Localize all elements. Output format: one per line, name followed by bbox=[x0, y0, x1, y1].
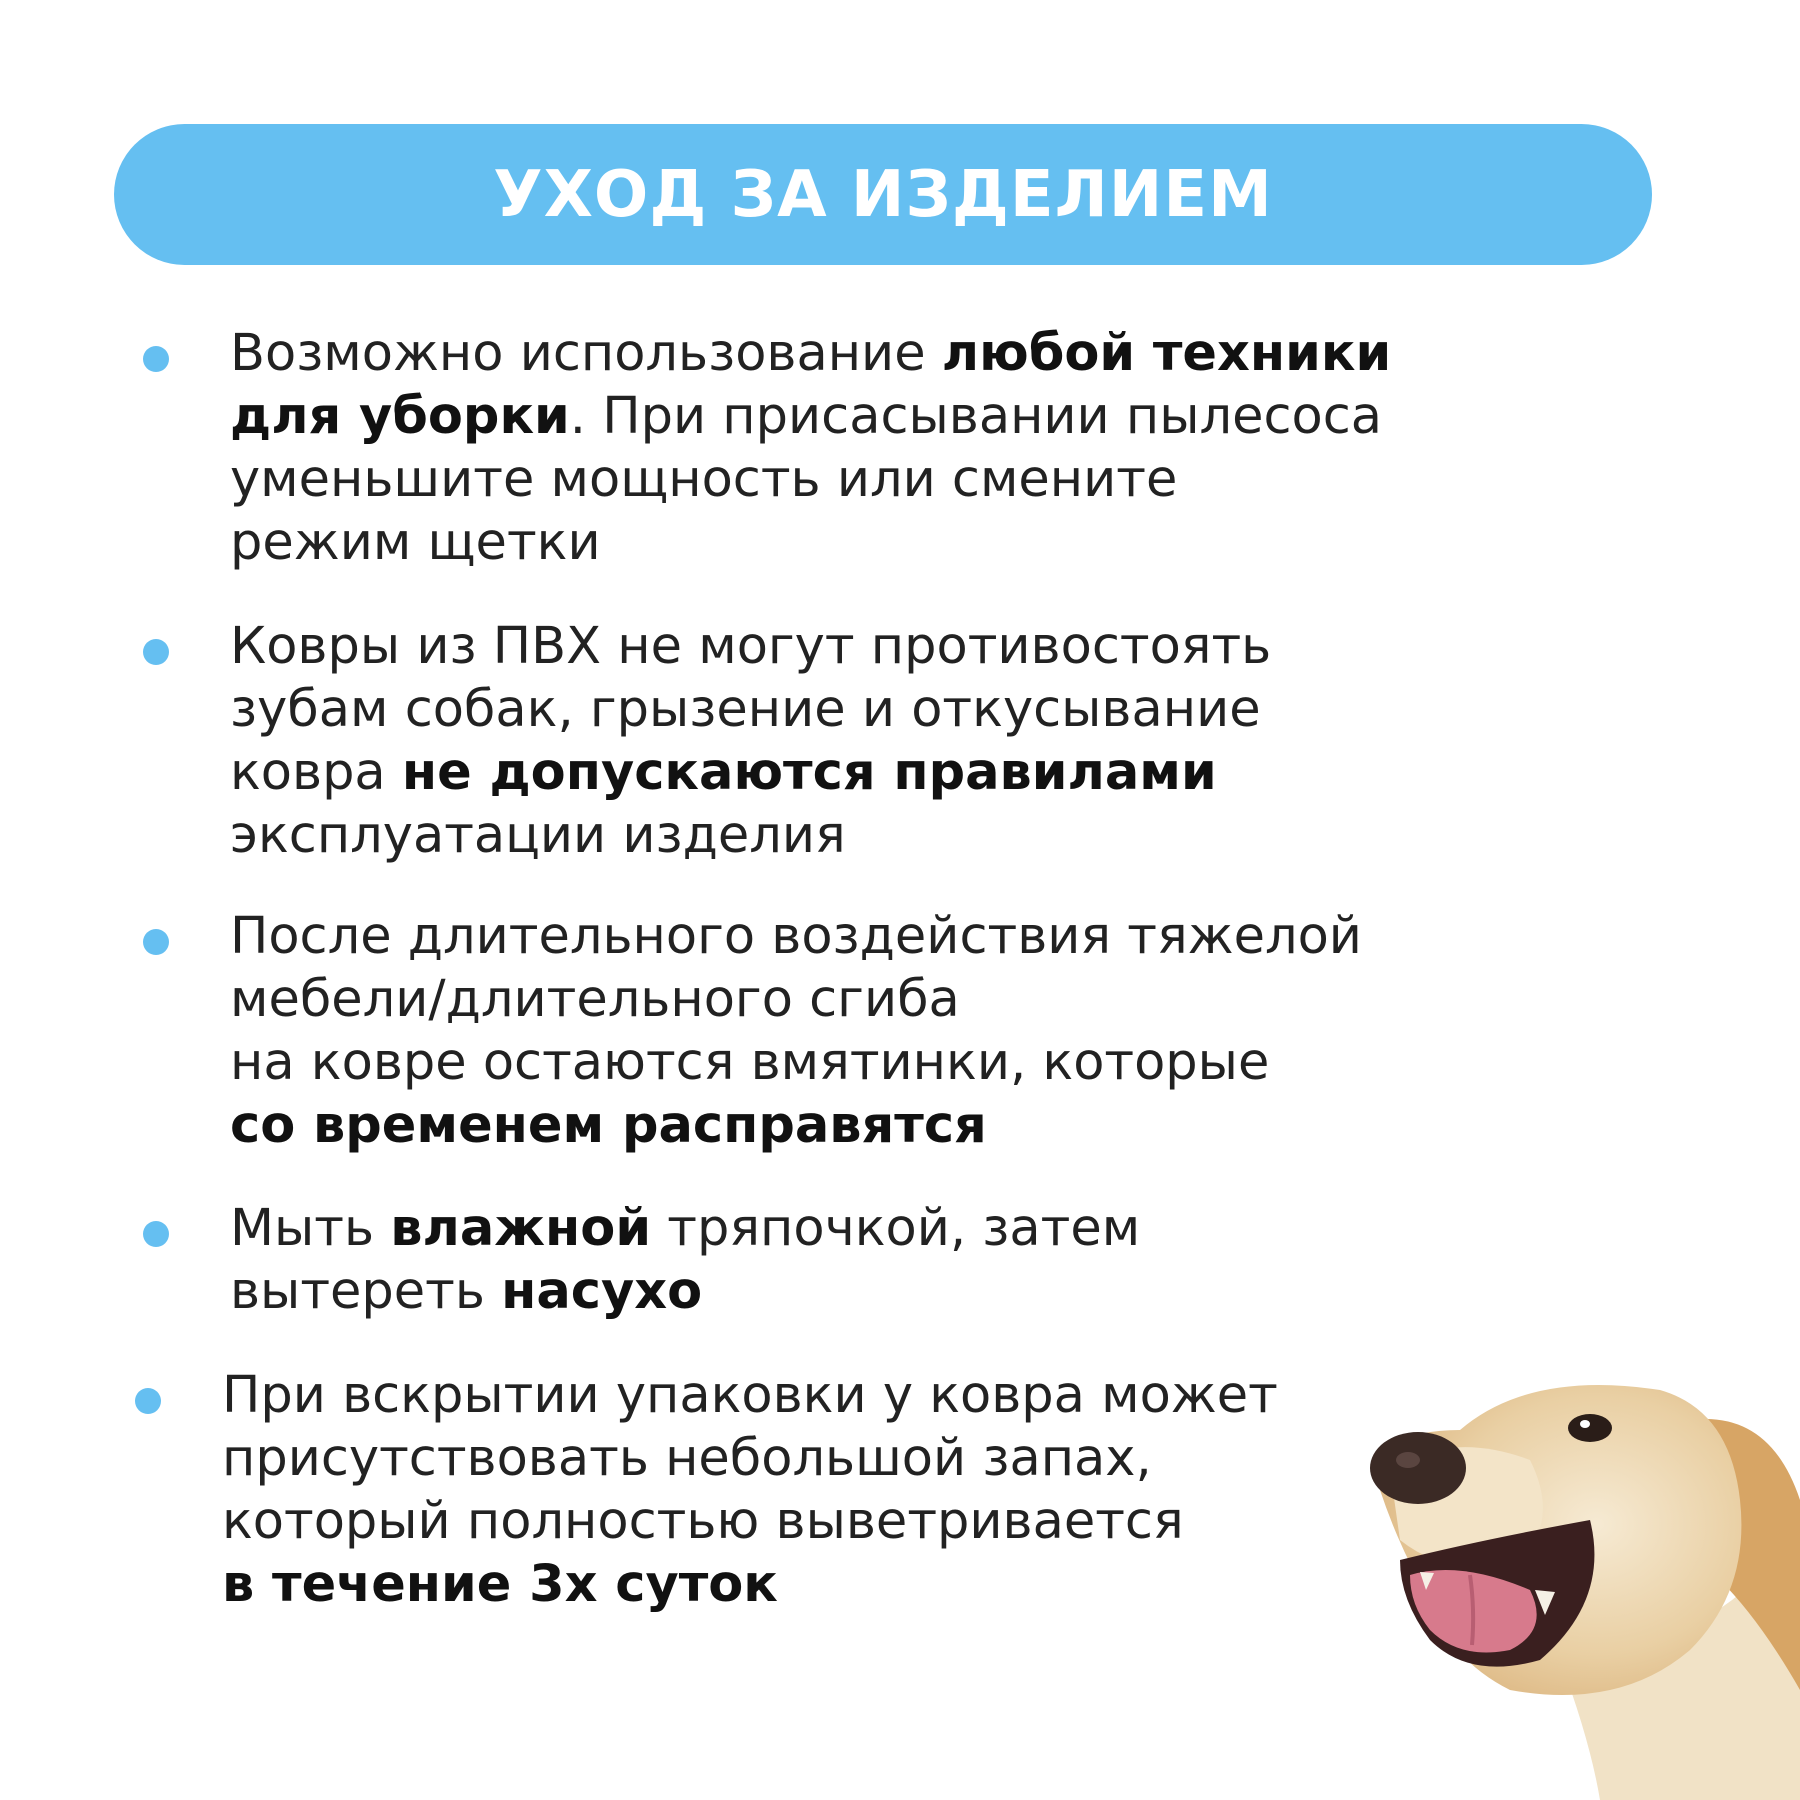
text-line: ковра не допускаются правилами bbox=[230, 743, 1217, 802]
bullet-dot-icon bbox=[143, 346, 169, 372]
text-line: в течение 3х суток bbox=[222, 1555, 778, 1614]
text-line: со временем расправятся bbox=[230, 1096, 987, 1155]
header-banner bbox=[114, 124, 1652, 265]
bullet-dot-icon bbox=[143, 929, 169, 955]
dog-photo-icon bbox=[1360, 1360, 1800, 1800]
text-line: уменьшите мощность или смените bbox=[230, 450, 1178, 509]
text-line: Возможно использование любой техники bbox=[230, 324, 1392, 383]
text-line: зубам собак, грызение и откусывание bbox=[230, 680, 1261, 739]
bullet-dot-icon bbox=[143, 639, 169, 665]
text-line: присутствовать небольшой запах, bbox=[222, 1429, 1152, 1488]
text-line: вытереть насухо bbox=[230, 1262, 703, 1321]
page-title: УХОД ЗА ИЗДЕЛИЕМ bbox=[493, 157, 1273, 232]
text-line: мебели/длительного сгиба bbox=[230, 970, 960, 1029]
text-line: При вскрытии упаковки у ковра может bbox=[222, 1366, 1278, 1425]
bullet-dot-icon bbox=[143, 1221, 169, 1247]
text-line: на ковре остаются вмятинки, которые bbox=[230, 1033, 1270, 1092]
text-line: для уборки. При присасывании пылесоса bbox=[230, 387, 1383, 446]
care-item-washing bbox=[230, 1197, 1590, 1323]
care-item-dogs bbox=[230, 615, 1590, 867]
text-line: эксплуатации изделия bbox=[230, 806, 846, 865]
text-line: Мыть влажной тряпочкой, затем bbox=[230, 1199, 1141, 1258]
text-line: Ковры из ПВХ не могут противостоять bbox=[230, 617, 1272, 676]
text-line: режим щетки bbox=[230, 513, 601, 572]
care-item-vacuum bbox=[230, 322, 1590, 574]
text-line: После длительного воздействия тяжелой bbox=[230, 907, 1362, 966]
text-line: который полностью выветривается bbox=[222, 1492, 1184, 1551]
bullet-dot-icon bbox=[135, 1388, 161, 1414]
care-item-dents bbox=[230, 905, 1590, 1157]
